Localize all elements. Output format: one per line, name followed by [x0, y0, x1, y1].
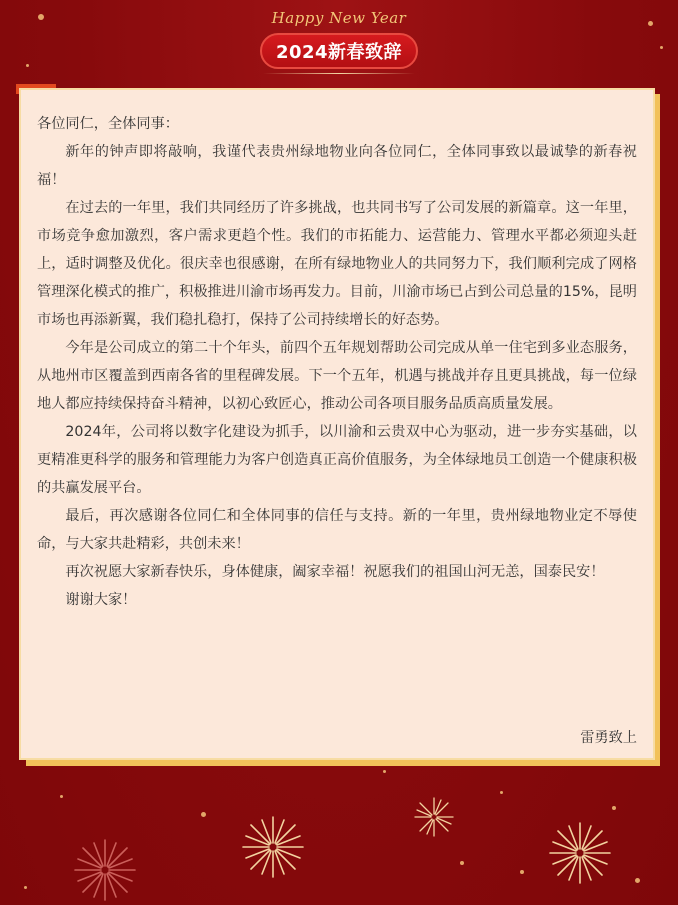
sparkle-dot: [612, 806, 616, 810]
letter-signature: 雷勇致上: [580, 730, 637, 746]
letter-paragraph: 2024年，公司将以数字化建设为抓手，以川渝和云贵双中心为驱动，进一步夯实基础，以更精准更科学的服务和管理能力为客户创造真正高价值服务，为全体绿地员工创造一个健康积极的共赢发展平台。: [37, 424, 637, 496]
page-title: 2024新春致辞: [260, 33, 418, 69]
firework-icon: [412, 795, 456, 839]
firework-icon: [545, 818, 615, 888]
sparkle-dot: [26, 64, 29, 67]
sparkle-dot: [201, 812, 206, 817]
letter-paragraph: 谢谢大家！: [65, 592, 137, 608]
sparkle-dot: [24, 886, 27, 889]
letter-paragraph: 最后，再次感谢各位同仁和全体同事的信任与支持。新的一年里，贵州绿地物业定不辱使命，与大家共赴精彩，共创未来！: [37, 508, 637, 552]
letter-paragraph: 新年的钟声即将敲响，我谨代表贵州绿地物业向各位同仁，全体同事致以最诚挚的新春祝福！: [37, 144, 637, 188]
letter-paragraph: 再次祝愿大家新春快乐，身体健康，阖家幸福！祝愿我们的祖国山河无恙，国泰民安！: [65, 564, 605, 580]
sparkle-dot: [460, 861, 464, 865]
happy-new-year-script: Happy New Year: [271, 9, 407, 27]
letter-paragraph: 在过去的一年里，我们共同经历了许多挑战，也共同书写了公司发展的新篇章。这一年里，市场竞争愈加激烈，客户需求更趋个性。我们的市拓能力、运营能力、管理水平都必须迎头赶上，适时调整及优化。很庆幸也很感谢，在所有绿地物业人的共同努力下，我们顺利完成了网格管理深化模式的推广，积极推进川渝市场再发力。目前，川渝市场已占到公司总量的15%，昆明市场也再添新翼，我们稳扎稳打，保持了公司持续增长的好态势。: [37, 200, 637, 328]
sparkle-dot: [60, 795, 63, 798]
title-underline: [263, 73, 415, 74]
sparkle-dot: [383, 770, 386, 773]
sparkle-dot: [635, 878, 640, 883]
sparkle-dot: [660, 46, 663, 49]
firework-icon: [70, 835, 140, 905]
letter-paper: [19, 88, 655, 760]
letter-paragraph: 今年是公司成立的第二十个年头，前四个五年规划帮助公司完成从单一住宅到多业态服务，从地州市区覆盖到西南各省的里程碑发展。下一个五年，机遇与挑战并存且更具挑战，每一位绿地人都应持续保持奋斗精神，以初心致匠心，推动公司各项目服务品质高质量发展。: [37, 340, 637, 412]
sparkle-dot: [520, 870, 524, 874]
sparkle-dot: [500, 791, 503, 794]
letter-salutation: 各位同仁，全体同事：: [37, 116, 179, 132]
firework-icon: [238, 812, 308, 882]
